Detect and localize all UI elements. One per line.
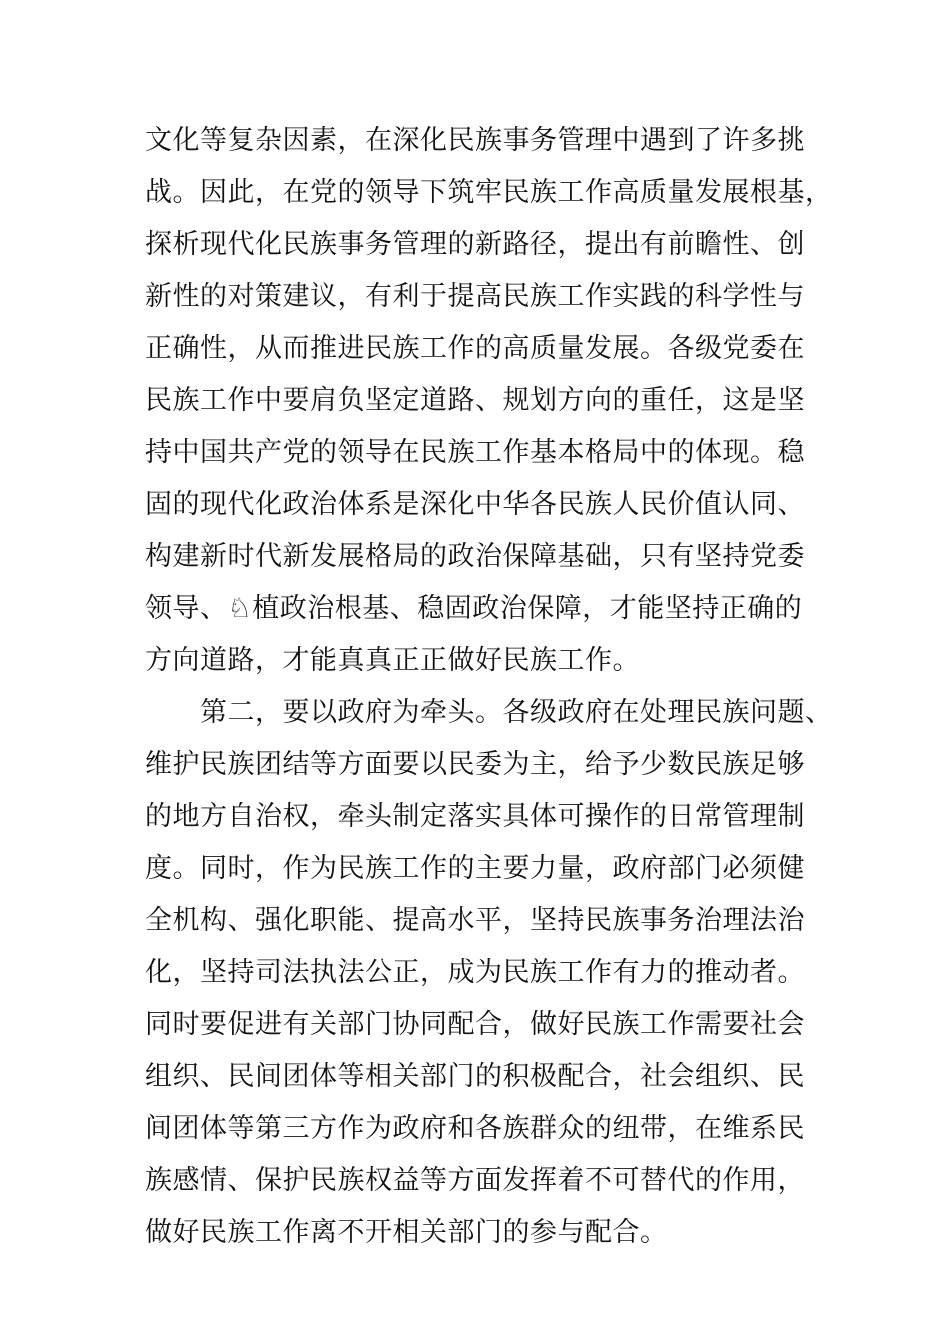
text-line: 组织、民间团体等相关部门的积极配合，社会组织、民 <box>145 1061 805 1092</box>
text-line: 的地方自治权，牵头制定落实具体可操作的日常管理制 <box>145 801 805 832</box>
text-line: 同时要促进有关部门协同配合，做好民族工作需要社会 <box>145 1009 805 1040</box>
paragraph-start-line: 第二，要以政府为牵头。各级政府在处理民族问题、 <box>145 697 833 728</box>
text-line: 探析现代化民族事务管理的新路径，提出有前瞻性、创 <box>145 229 805 260</box>
text-line: 度。同时，作为民族工作的主要力量，政府部门必须健 <box>145 853 805 884</box>
text-line: 构建新时代新发展格局的政治保障基础，只有坚持党委 <box>145 541 805 572</box>
text-line: 正确性，从而推进民族工作的高质量发展。各级党委在 <box>145 333 805 364</box>
text-line: 维护民族团结等方面要以民委为主，给予少数民族足够 <box>145 749 805 780</box>
text-line: 族感情、保护民族权益等方面发挥着不可替代的作用， <box>145 1165 805 1196</box>
text-line: 新性的对策建议，有利于提高民族工作实践的科学性与 <box>145 281 805 312</box>
text-line: 全机构、强化职能、提高水平，坚持民族事务治理法治 <box>145 905 805 936</box>
text-line: 做好民族工作离不开相关部门的参与配合。 <box>145 1217 668 1248</box>
text-line: 间团体等第三方作为政府和各族群众的纽带，在维系民 <box>145 1113 805 1144</box>
text-line: 文化等复杂因素，在深化民族事务管理中遇到了许多挑 <box>145 125 805 156</box>
text-line: 领导、♘植政治根基、稳固政治保障，才能坚持正确的 <box>145 593 803 624</box>
text-line: 民族工作中要肩负坚定道路、规划方向的重任，这是坚 <box>145 385 805 416</box>
text-line: 固的现代化政治体系是深化中华各民族人民价值认同、 <box>145 489 805 520</box>
text-line: 持中国共产党的领导在民族工作基本格局中的体现。稳 <box>145 437 805 468</box>
text-line: 战。因此，在党的领导下筑牢民族工作高质量发展根基， <box>145 177 833 208</box>
text-line: 方向道路，才能真真正正做好民族工作。 <box>145 645 640 676</box>
text-line: 化，坚持司法执法公正，成为民族工作有力的推动者。 <box>145 957 805 988</box>
